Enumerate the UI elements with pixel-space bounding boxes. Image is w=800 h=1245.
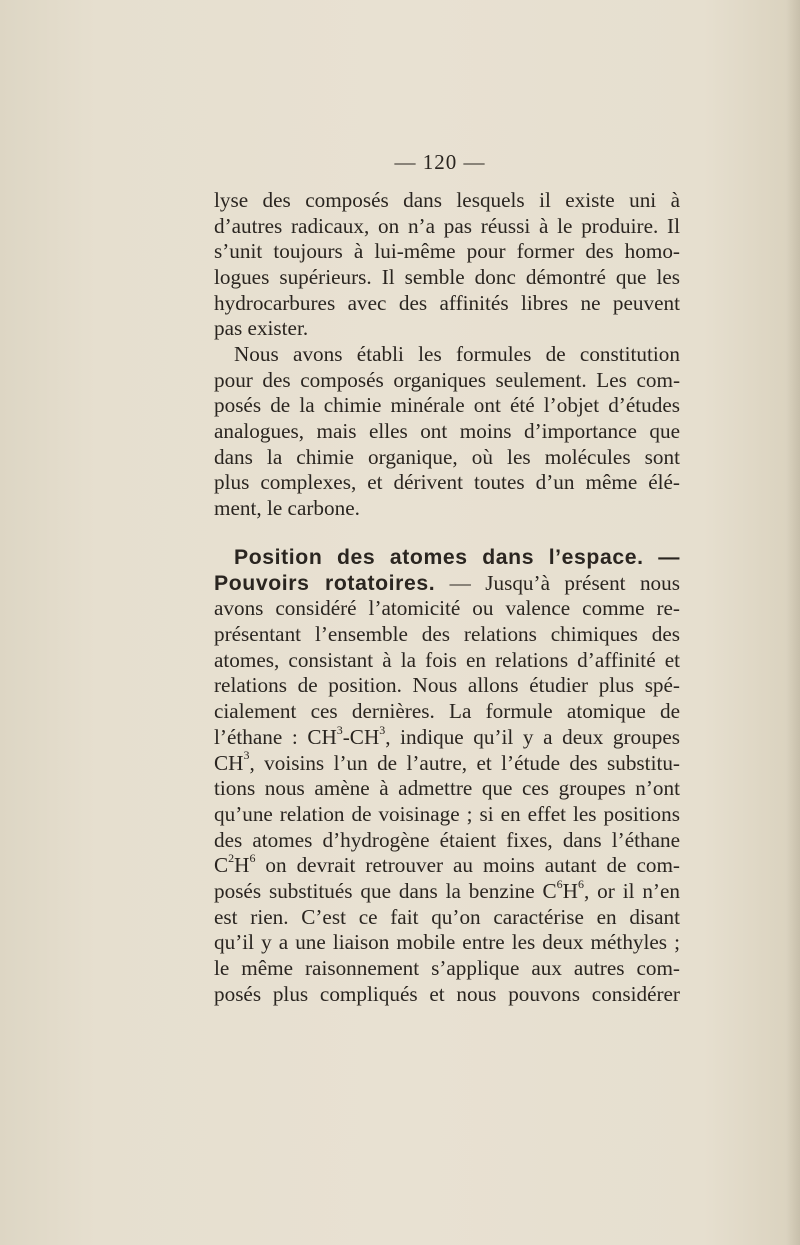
- text-line: dans la chimie organique, où les molécules sont: [214, 444, 680, 469]
- text-line: tions nous amène à admettre que ces groupes n’ont: [214, 776, 680, 801]
- formula-line-ethane: [214, 722, 680, 751]
- text-line: [214, 571, 680, 597]
- subscript: 3: [243, 748, 250, 763]
- text-run: , or il n’en: [583, 878, 680, 903]
- formula-line-c2h6: [214, 853, 680, 879]
- text-line: hydrocarbures avec des affinités libres ne peuvent: [214, 290, 680, 315]
- text-line: ment, le carbone.: [214, 496, 360, 521]
- text-line: posés de la chimie minérale ont été l’objet d’études: [214, 393, 680, 418]
- text-line: relations de position. Nous allons étudier plus spé-: [214, 673, 680, 698]
- text-run: on devrait retrouver au moins autant de com-: [255, 853, 680, 878]
- text-line: s’unit toujours à lui-même pour former des homo-: [214, 239, 680, 264]
- text-run: l’éthane : CH: [214, 724, 337, 749]
- text-line: logues supérieurs. Il semble donc démontré que les: [214, 265, 680, 290]
- text-run: — Jusqu’à présent nous: [435, 570, 680, 595]
- section-heading: Position des atomes dans l’espace. —: [234, 546, 680, 569]
- paragraph-2: [214, 342, 680, 522]
- text-run: H: [562, 878, 578, 903]
- text-run: , indique qu’il y a deux groupes: [385, 724, 680, 749]
- text-run: -CH: [342, 724, 380, 749]
- page-edge-shadow: [786, 0, 800, 1245]
- formula-line-benzene: [214, 876, 680, 905]
- subscript: 6: [577, 876, 584, 891]
- page-number: — 120 —: [394, 150, 486, 174]
- section-heading-line: [214, 545, 680, 571]
- text-line: pas exister.: [214, 316, 309, 341]
- text-line: analogues, mais elles ont moins d’importance que: [214, 419, 680, 444]
- text-line: d’autres radicaux, on n’a pas réussi à le produire. Il: [214, 213, 680, 238]
- paragraph-3: [214, 545, 680, 1007]
- text-run: posés substitués que dans la benzine C: [214, 878, 557, 903]
- text-run: CH: [214, 750, 244, 775]
- text-run: H: [234, 853, 250, 878]
- text-line: pour des composés organiques seulement. Les com-: [214, 367, 680, 392]
- text-run: , voisins l’un de l’autre, et l’étude des substitu-: [249, 750, 680, 775]
- section-subheading: Pouvoirs rotatoires.: [214, 571, 436, 595]
- text-line: Nous avons établi les formules de constitution: [234, 342, 680, 366]
- text-run: C: [214, 853, 229, 878]
- text-line: des atomes d’hydrogène étaient fixes, dans l’éthane: [214, 827, 680, 852]
- subscript: 2: [228, 851, 235, 866]
- text-line: qu’il y a une liaison mobile entre les deux méthyles ;: [214, 930, 680, 955]
- text-line: est rien. C’est ce fait qu’on caractérise en disant: [214, 904, 680, 929]
- text-line: présentant l’ensemble des relations chimiques des: [214, 622, 680, 647]
- text-line: avons considéré l’atomicité ou valence comme re-: [214, 596, 680, 621]
- text-line: atomes, consistant à la fois en relations d’affinité et: [214, 647, 680, 672]
- text-line: lyse des composés dans lesquels il existe uni à: [214, 188, 680, 212]
- text-line: qu’une relation de voisinage ; si en effet les positions: [214, 801, 680, 826]
- subscript: 3: [379, 722, 386, 737]
- text-line: posés plus compliqués et nous pouvons considérer: [214, 981, 680, 1006]
- text-line: plus complexes, et dérivent toutes d’un même élé-: [214, 470, 680, 495]
- paragraph-1: [214, 188, 680, 342]
- subscript: 6: [556, 876, 563, 891]
- text-line: le même raisonnement s’applique aux autres com-: [214, 956, 680, 980]
- formula-line-ch3: [214, 748, 680, 777]
- subscript: 3: [336, 722, 343, 737]
- subscript: 6: [249, 851, 256, 866]
- text-line: cialement ces dernières. La formule atomique de: [214, 699, 680, 724]
